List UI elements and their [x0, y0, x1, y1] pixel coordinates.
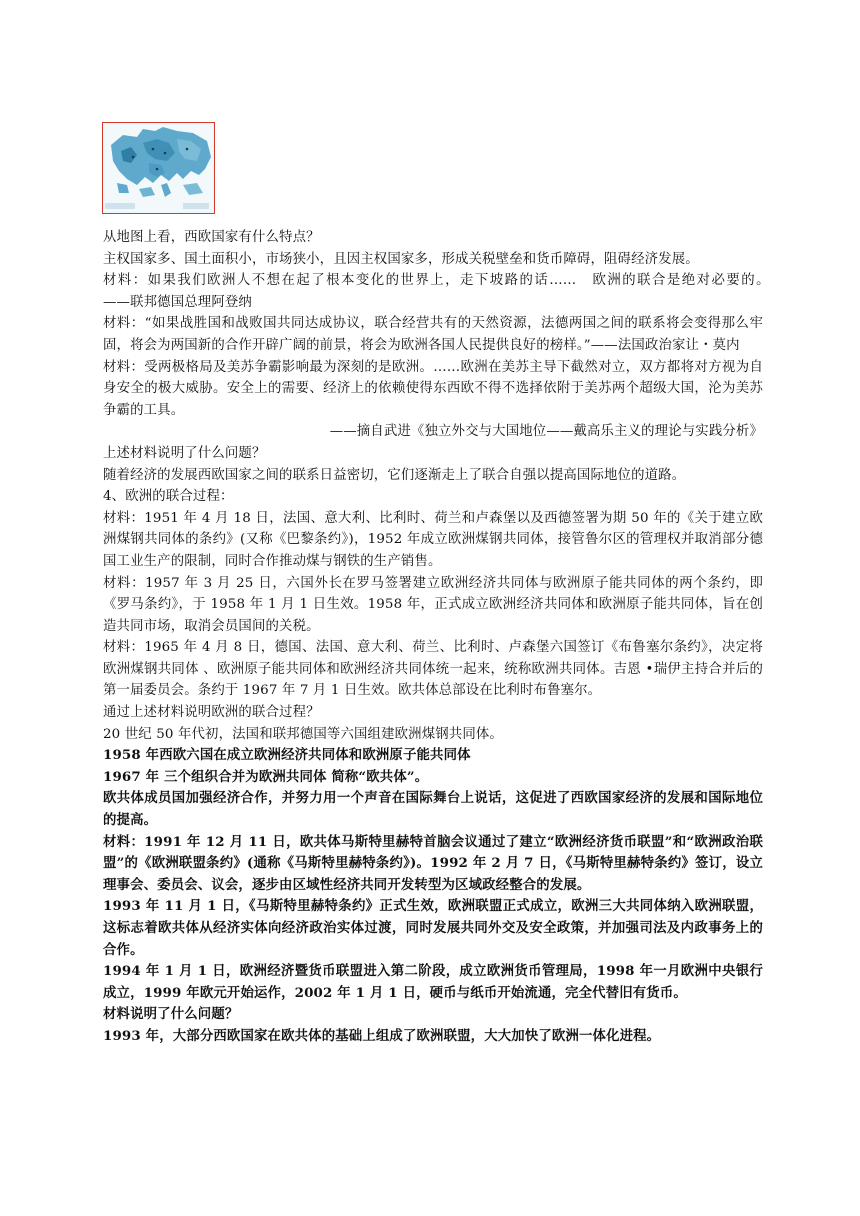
paragraph-10: 材料：1951 年 4 月 18 日，法国、意大利、比利时、荷兰和卢森堡以及西德签署为期 50 年的《关于建立欧洲煤钢共同体的条约》(又称《巴黎条约》)，1952 年成立欧洲煤钢共同体，接管鲁尔区的管理权并取消部分德国工业生产的限制，同时合作推动煤与钢铁的生产销售。 — [103, 510, 763, 569]
europe-map-graphic — [103, 123, 213, 212]
paragraph-14: 20 世纪 50 年代初，法国和联邦德国等六国组建欧洲煤钢共同体。 — [103, 726, 503, 742]
paragraph-8: 随着经济的发展西欧国家之间的联系日益密切，它们逐渐走上了联合自强以提高国际地位的道路。 — [103, 467, 686, 483]
paragraph-5: 材料：受两极格局及美苏争霸影响最为深刻的是欧洲。……欧洲在美苏主导下截然对立，双方都将对方视为自身安全的极大威胁。安全上的需要、经济上的依赖使得东西欧不得不选择依附于美苏两个超级大国，沦为美苏争霸的工具。 — [103, 359, 763, 418]
paragraph-22: 1993 年，大部分西欧国家在欧共体的基础上组成了欧洲联盟，大大加快了欧洲一体化进程。 — [103, 1027, 661, 1044]
paragraph-2: 主权国家多、国土面积小，市场狭小，且因主权国家多，形成关税壁垒和货币障碍，阻碍经济发展。 — [103, 251, 699, 267]
paragraph-11: 材料：1957 年 3 月 25 日，六国外长在罗马签署建立欧洲经济共同体与欧洲原子能共同体的两个条约，即《罗马条约》，于 1958 年 1 月 1 日生效。1958 年，正式成立欧洲经济共同体和欧洲原子能共同体，旨在创造共同市场，取消会员国间的关税。 — [103, 575, 763, 634]
paragraph-17: 欧共体成员国加强经济合作，并努力用一个声音在国际舞台上说话，这促进了西欧国家经济的发展和国际地位的提高。 — [103, 790, 763, 829]
paragraph-16: 1967 年 三个组织合并为欧洲共同体 简称“欧共体”。 — [103, 768, 429, 785]
paragraph-13: 通过上述材料说明欧洲的联合过程？ — [103, 705, 320, 721]
paragraph-12: 材料：1965 年 4 月 8 日，德国、法国、意大利、荷兰、比利时、卢森堡六国签订《布鲁塞尔条约》，决定将欧洲煤钢共同体 、欧洲原子能共同体和欧洲经济共同体统一起来，统称欧洲共同体。吉恩 •瑞伊主持合并后的第一届委员会。条约于 1967 年 7 月 1 日生效。欧共体总部设在比利时布鲁塞尔。 — [103, 640, 763, 699]
paragraph-21: 材料说明了什么问题？ — [103, 1006, 239, 1023]
paragraph-3: 材料：如果我们欧洲人不想在起了根本变化的世界上，走下坡路的话…… 欧洲的联合是绝对必要的。 ——联邦德国总理阿登纳 — [103, 273, 804, 310]
paragraph-9: 4、欧洲的联合过程： — [103, 489, 234, 505]
paragraph-20: 1994 年 1 月 1 日，欧洲经济暨货币联盟进入第二阶段，成立欧洲货币管理局，1998 年一月欧洲中央银行成立，1999 年欧元开始运作，2002 年 1 月 1 日，硬币与纸币开始流通，完全代替旧有货币。 — [103, 963, 763, 1001]
paragraph-18: 材料：1991 年 12 月 11 日，欧共体马斯特里赫特首脑会议通过了建立“欧洲经济货币联盟”和“欧洲政治联盟”的《欧洲联盟条约》(通称《马斯特里赫特条约》)。1992 年 2 月 7 日，《马斯特里赫特条约》签订，设立理事会、委员会、议会，逐步由区域性经济共同开发转型为区域政经整合的发展。 — [103, 833, 763, 893]
paragraph-6: ——摘自武进《独立外交与大国地位——戴高乐主义的理论与实践分析》 — [329, 424, 763, 440]
paragraph-7: 上述材料说明了什么问题？ — [103, 445, 266, 461]
paragraph-19: 1993 年 11 月 1 日，《马斯特里赫特条约》正式生效，欧洲联盟正式成立，欧洲三大共同体纳入欧洲联盟，这标志着欧共体从经济实体向经济政治实体过渡，同时发展共同外交及安全政策，并加强司法及内政事务上的合作。 — [103, 898, 763, 958]
europe-map-image — [102, 122, 215, 214]
paragraph-15: 1958 年西欧六国在成立欧洲经济共同体和欧洲原子能共同体 — [103, 747, 471, 764]
paragraph-4: 材料：“如果战胜国和战败国共同达成协议，联合经营共有的天然资源，法德两国之间的联系将会变得那么牢固，将会为两国新的合作开辟广阔的前景，将会为欧洲各国人民提供良好的榜样。”——法国政治家让・莫内 — [103, 316, 763, 353]
document-body — [103, 227, 804, 1048]
paragraph-1: 从地图上看，西欧国家有什么特点？ — [103, 230, 320, 245]
